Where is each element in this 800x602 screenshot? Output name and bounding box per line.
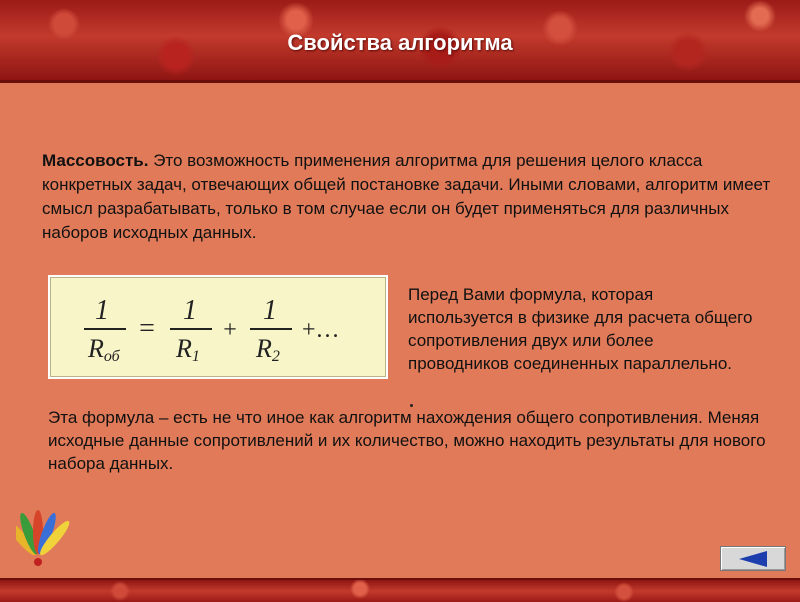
definition-paragraph	[42, 149, 772, 245]
fan-decoration-icon	[16, 500, 72, 570]
ellipsis-term: +…	[302, 317, 340, 343]
definition-text: Это возможность применения алгоритма для решения целого класса конкретных задач, отвечающих общей постановке задачи. Иными словами, алгоритм имеет смысл разрабатывать, только в том случае если он будет применяться для различных наборов исходных данных.	[42, 151, 771, 242]
denominator-1: Rоб	[88, 334, 120, 365]
numerator-1: 1	[95, 295, 109, 326]
plus-sign: +	[223, 317, 237, 343]
equals-sign: =	[139, 313, 155, 344]
formula-note: Перед Вами формула, которая используется в физике для расчета общего сопротивления двух или более проводников соединенных параллельно.	[408, 285, 753, 373]
numerator-3: 1	[263, 295, 277, 326]
term-label: Массовость.	[42, 151, 149, 170]
formula-box	[48, 275, 388, 379]
header-band	[0, 0, 800, 83]
denominator-2: R1	[176, 334, 200, 365]
slide-title: Свойства алгоритма	[287, 30, 513, 55]
denominator-3: R2	[256, 334, 280, 365]
numerator-2: 1	[183, 295, 197, 326]
footer-band	[0, 578, 800, 602]
back-arrow-icon	[739, 551, 767, 567]
back-button[interactable]	[720, 546, 786, 571]
resistance-formula	[50, 277, 386, 377]
conclusion-paragraph: Эта формула – есть не что иное как алгоритм нахождения общего сопротивления. Меняя исходные данные сопротивлений и их количество, можно находить результаты для нового набора данных.	[48, 408, 766, 473]
